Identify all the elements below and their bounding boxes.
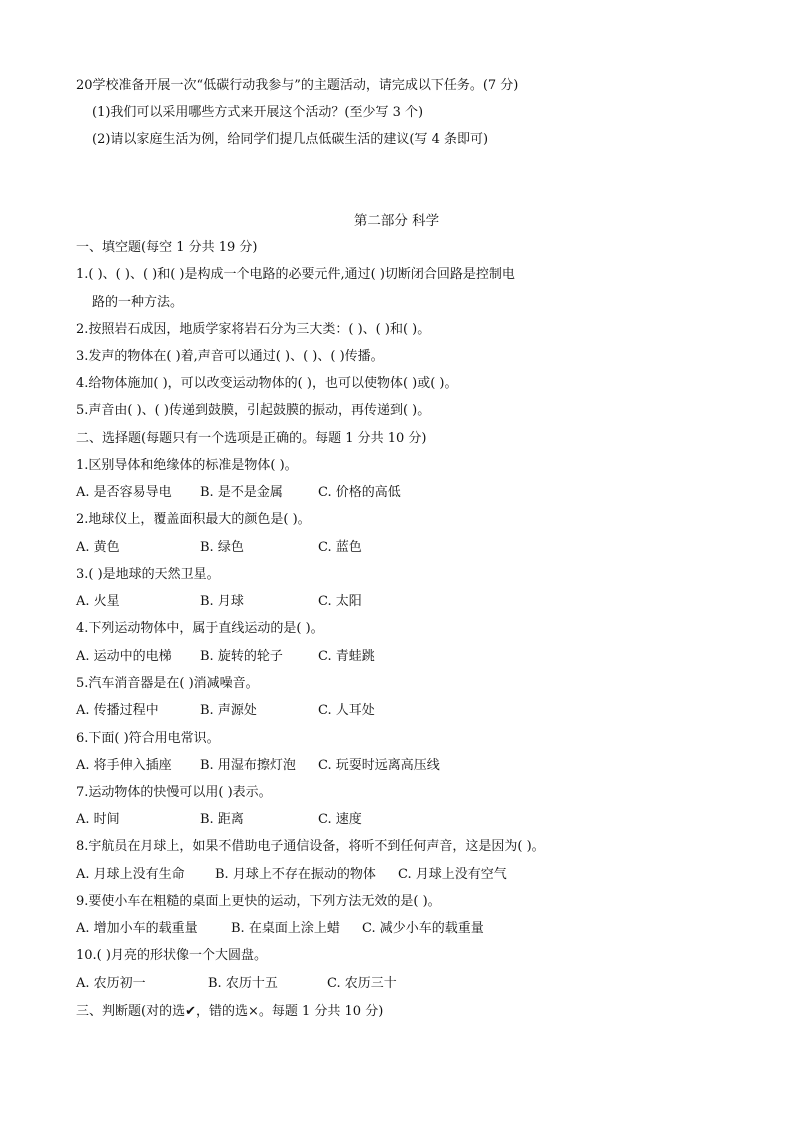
option-c: C. 月球上没有空气 — [398, 867, 507, 882]
q20-sub1: (1)我们可以采用哪些方式来开展这个活动？(至少写 3 个) — [92, 105, 424, 120]
choice-q8-options — [76, 866, 507, 884]
q20-sub2: (2)请以家庭生活为例，给同学们提几点低碳生活的建议(写 4 条即可) — [92, 132, 489, 147]
option-a: A. 是否容易导电 — [76, 485, 172, 500]
option-c: C. 农历三十 — [327, 976, 397, 991]
option-b: B. 是不是金属 — [200, 485, 283, 500]
choice-q2-options — [76, 539, 362, 557]
option-b: B. 农历十五 — [208, 976, 278, 991]
choice-q5-options — [76, 702, 375, 720]
option-b: B. 月球上不存在振动的物体 — [215, 867, 376, 882]
option-b: B. 声源处 — [200, 703, 257, 718]
fill-q1-line2: 路的一种方法。 — [92, 295, 184, 310]
option-b: B. 绿色 — [200, 540, 244, 555]
option-a: A. 传播过程中 — [76, 703, 159, 718]
option-b: B. 在桌面上涂上蜡 — [231, 921, 340, 936]
choice-q9-stem: 9.要使小车在粗糙的桌面上更快的运动，下列方法无效的是( )。 — [76, 894, 441, 909]
option-a: A. 农历初一 — [76, 976, 146, 991]
option-b: B. 距离 — [200, 812, 244, 827]
choice-q6-options — [76, 757, 440, 775]
choice-q10-stem: 10.( )月亮的形状像一个大圆盘。 — [76, 948, 267, 963]
option-b: B. 旋转的轮子 — [200, 649, 283, 664]
choice-q6-stem: 6.下面( )符合用电常识。 — [76, 731, 220, 746]
option-c: C. 玩耍时远离高压线 — [318, 758, 440, 773]
option-a: A. 火星 — [76, 594, 120, 609]
choice-q1-stem: 1.区别导体和绝缘体的标准是物体( )。 — [76, 458, 298, 473]
choice-q3-stem: 3.( )是地球的天然卫星。 — [76, 567, 220, 582]
option-c: C. 太阳 — [318, 594, 362, 609]
option-c: C. 人耳处 — [318, 703, 375, 718]
option-c: C. 青蛙跳 — [318, 649, 375, 664]
q20-stem: 20学校准备开展一次“低碳行动我参与”的主题活动，请完成以下任务。(7 分) — [76, 78, 519, 93]
choice-q1-options — [76, 484, 401, 502]
option-a: A. 月球上没有生命 — [76, 867, 185, 882]
fill-q1-line1: 1.( )、( )、( )和( )是构成一个电路的必要元件,通过( )切断闭合回路是控制电 — [76, 267, 515, 282]
fill-q3: 3.发声的物体在( )着,声音可以通过( )、( )、( )传播。 — [76, 349, 384, 364]
section2-header: 二、选择题(每题只有一个选项是正确的。每题 1 分共 10 分) — [76, 431, 427, 446]
choice-q10-options — [76, 975, 397, 993]
fill-q4: 4.给物体施加( )，可以改变运动物体的( )，也可以使物体( )或( )。 — [76, 376, 458, 391]
part-title: 第二部分 科学 — [353, 213, 440, 229]
option-a: A. 黄色 — [76, 540, 120, 555]
option-c: C. 价格的高低 — [318, 485, 401, 500]
option-a: A. 时间 — [76, 812, 120, 827]
fill-q5: 5.声音由( )、( )传递到鼓膜，引起鼓膜的振动，再传递到( )。 — [76, 403, 431, 418]
choice-q5-stem: 5.汽车消音器是在( )消减噪音。 — [76, 676, 259, 691]
section3-header: 三、判断题(对的选✔，错的选×。每题 1 分共 10 分) — [76, 1004, 384, 1019]
choice-q9-options — [76, 920, 484, 938]
option-a: A. 将手伸入插座 — [76, 758, 172, 773]
option-b: B. 月球 — [200, 594, 244, 609]
choice-q3-options — [76, 593, 362, 611]
choice-q4-options — [76, 648, 375, 666]
choice-q2-stem: 2.地球仪上，覆盖面积最大的颜色是( )。 — [76, 512, 311, 527]
option-a: A. 增加小车的载重量 — [76, 921, 198, 936]
section1-header: 一、填空题(每空 1 分共 19 分) — [76, 240, 258, 255]
option-b: B. 用湿布擦灯泡 — [200, 758, 296, 773]
fill-q2: 2.按照岩石成因，地质学家将岩石分为三大类：( )、( )和( )。 — [76, 322, 431, 337]
choice-q4-stem: 4.下列运动物体中，属于直线运动的是( )。 — [76, 621, 324, 636]
option-a: A. 运动中的电梯 — [76, 649, 172, 664]
option-c: C. 蓝色 — [318, 540, 362, 555]
option-c: C. 速度 — [318, 812, 362, 827]
choice-q7-stem: 7.运动物体的快慢可以用( )表示。 — [76, 785, 272, 800]
choice-q7-options — [76, 811, 362, 829]
option-c: C. 减少小车的载重量 — [362, 921, 484, 936]
choice-q8-stem: 8.宇航员在月球上，如果不借助电子通信设备，将听不到任何声音，这是因为( )。 — [76, 839, 545, 854]
